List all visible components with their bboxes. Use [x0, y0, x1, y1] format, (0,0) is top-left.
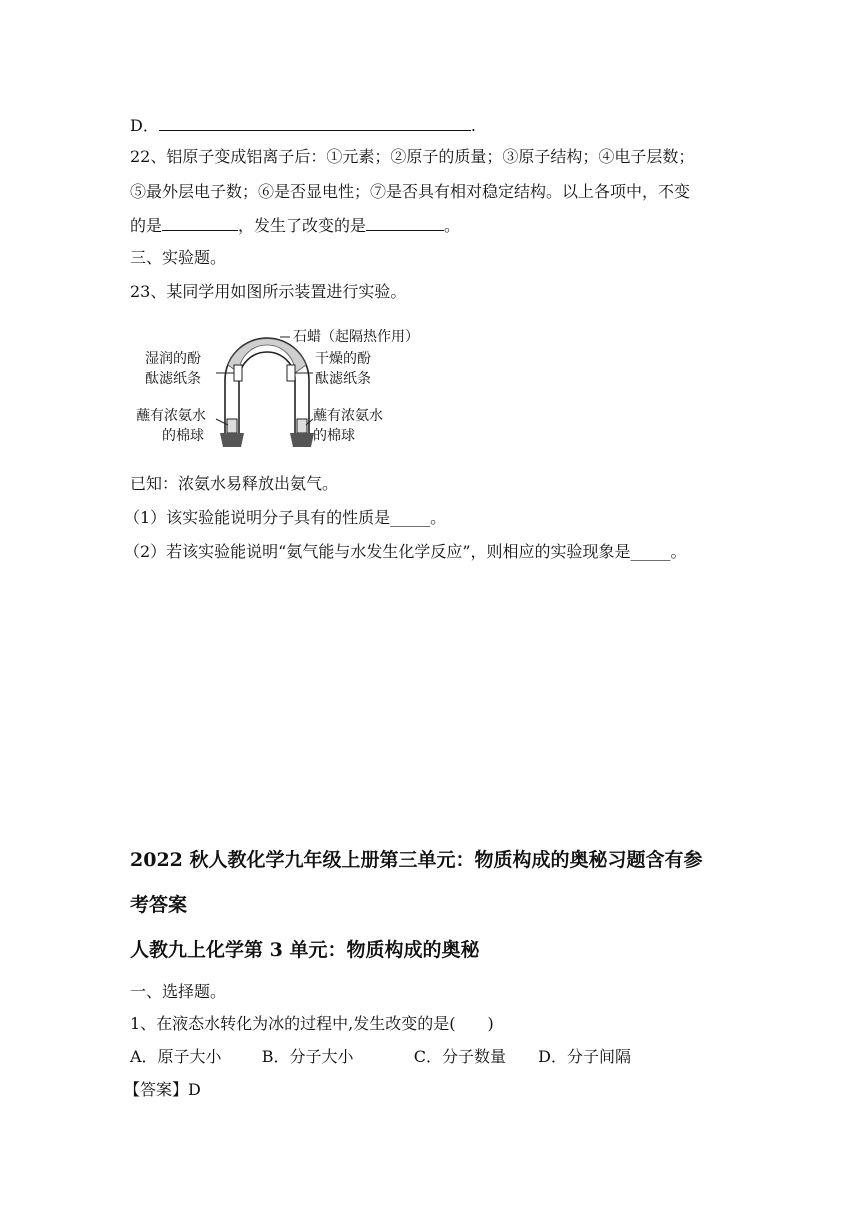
- q22-line-3-c: 。: [444, 216, 461, 235]
- doc-title-line-2: 考答案: [130, 894, 188, 916]
- q23-sub-2: （2）若该实验能说明“氨气能与水发生化学反应”，则相应的实验现象是_____。: [124, 542, 687, 561]
- q1-option-d: D．分子间隔: [538, 1047, 631, 1066]
- label-dry-strip-1: 干燥的酚: [315, 351, 371, 367]
- q21-answer-blank: [159, 114, 471, 131]
- q22-line-1: 22、铝原子变成铝离子后：①元素；②原子的质量；③原子结构；④电子层数；: [130, 147, 695, 166]
- label-wet-strip-1: 湿润的酚: [145, 351, 201, 367]
- section-choice-heading: 一、选择题。: [130, 982, 227, 1001]
- q1-option-a: A．原子大小: [130, 1047, 222, 1066]
- section-experiment-heading: 三、实验题。: [130, 248, 227, 267]
- label-right-cotton-2: 的棉球: [313, 428, 355, 444]
- q1-option-b: B．分子大小: [261, 1047, 354, 1066]
- q22-blank-changed: [366, 214, 444, 231]
- doc-subtitle: 人教九上化学第 3 单元：物质构成的奥秘: [130, 939, 480, 961]
- leader-left-cotton: [216, 419, 228, 425]
- dry-phenolphthalein-strip: [287, 365, 295, 381]
- wet-phenolphthalein-strip: [234, 365, 242, 381]
- q23-sub-1: （1）该实验能说明分子具有的性质是_____。: [124, 508, 447, 527]
- q1-answer: 【答案】D: [124, 1080, 201, 1099]
- experiment-apparatus-figure: [130, 325, 460, 453]
- label-left-cotton-2: 的棉球: [162, 428, 204, 444]
- q22-blank-unchanged: [162, 214, 238, 231]
- q22-line-2: ⑤最外层电子数；⑥是否显电性；⑦是否具有相对稳定结构。以上各项中，不变: [130, 182, 691, 201]
- label-paraffin: 石蜡（起隔热作用）: [293, 329, 419, 345]
- label-dry-strip-2: 酞滤纸条: [315, 371, 371, 387]
- label-wet-strip-2: 酞滤纸条: [145, 371, 201, 387]
- right-cotton-ball: [297, 419, 307, 433]
- q23-stem: 23、某同学用如图所示装置进行实验。: [130, 282, 407, 301]
- left-cotton-ball: [227, 419, 237, 433]
- q22-line-3: [130, 214, 460, 236]
- doc-title-line-1: 2022 秋人教化学九年级上册第三单元：物质构成的奥秘习题含有参: [130, 849, 703, 871]
- q1-stem: 1、在液态水转化为冰的过程中,发生改变的是( ): [130, 1014, 494, 1033]
- q1-option-c: C．分子数量: [413, 1047, 506, 1066]
- q21-option-d-suffix: .: [470, 116, 476, 135]
- q22-line-3-a: 的是: [130, 216, 163, 235]
- q23-known: 已知：浓氨水易释放出氨气。: [130, 474, 339, 493]
- right-stopper: [290, 433, 314, 447]
- label-right-cotton-1: 蘸有浓氨水: [313, 408, 383, 424]
- left-stopper: [220, 433, 244, 447]
- q1-options: [130, 1047, 631, 1067]
- q21-option-d: [130, 114, 476, 136]
- label-left-cotton-1: 蘸有浓氨水: [136, 408, 206, 424]
- q22-line-3-b: ，发生了改变的是: [238, 216, 367, 235]
- q21-option-d-prefix: D．: [130, 116, 159, 135]
